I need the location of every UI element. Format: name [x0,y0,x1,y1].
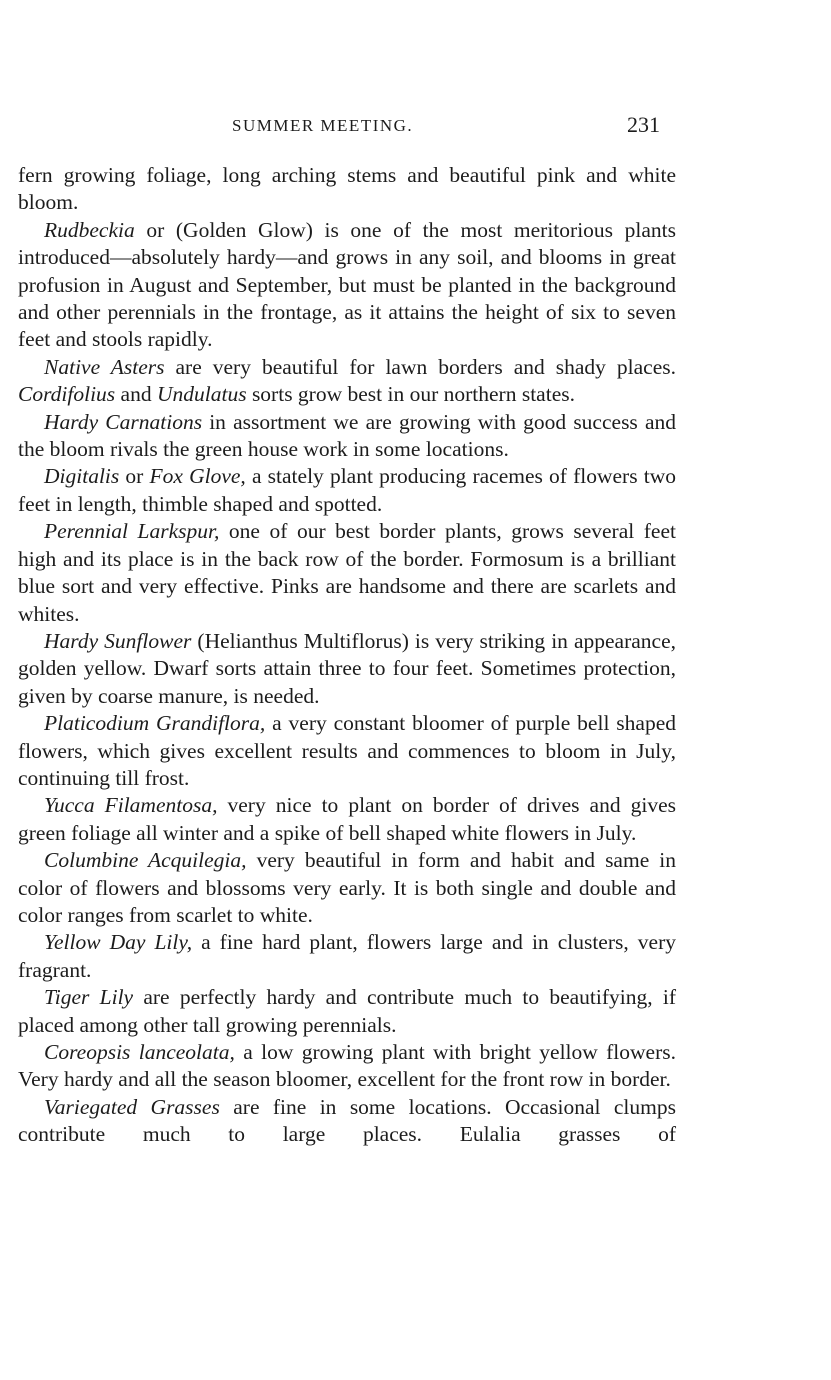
paragraph-yucca [18,792,676,847]
paragraph-text: are fine in some locations. Occasional clumps contribute much to large places. Eulalia grasses of [18,1094,676,1147]
paragraph-text: or [119,464,150,489]
paragraph-text: fern growing foliage, long arching stems and beautiful pink and white bloom. [18,163,676,215]
paragraph-perennial-larkspur [18,518,676,628]
paragraph-yellow-day-lily [18,929,676,984]
page-number: 231 [627,112,660,137]
paragraph-text: a stately plant producing racemes of flowers two feet in length, thimble shaped and spotted. [18,464,676,516]
plant-name: Native Asters [44,354,165,379]
plant-variety-name: Undulatus [156,382,247,407]
paragraph-text: and [115,382,157,407]
paragraph-hardy-carnations [18,409,676,464]
paragraph-text: one of our best border plants, grows several feet high and its place is in the back row of the border. Formosum is a brilliant blue sort and very effective. Pinks are handsome and there are scarlets and whites. [18,519,676,626]
paragraph-variegated-grasses [18,1094,676,1149]
paragraph-hardy-sunflower [18,628,676,710]
paragraph-text: a low growing plant with bright yellow flowers. Very hardy and all the season bloomer, excellent for the front row in border. [18,1040,676,1092]
plant-name: Platicodium Grandiflora, [44,711,266,736]
running-title: SUMMER MEETING. [232,116,414,135]
paragraph-text: or (Golden Glow) is one of the most meritorious plants introduced—absolutely hardy—and grows in any soil, and blooms in great profusion in August and September, but must be planted in the background and other perennials in the frontage, as it attains the height of six to seven feet and stools rapidly. [18,217,676,352]
paragraph-digitalis [18,463,676,518]
plant-name: Rudbeckia [44,217,135,242]
paragraph-text: are very beautiful for lawn borders and shady places. [164,354,677,379]
paragraph-text: sorts grow best in our northern states. [246,382,575,407]
plant-name: Yellow Day Lily, [44,930,193,955]
paragraph-columbine [18,847,676,929]
plant-name: Hardy Carnations [44,409,203,434]
paragraph-text: a fine hard plant, flowers large and in clusters, very fragrant. [18,930,676,982]
paragraph-text: very nice to plant on border of drives and gives green foliage all winter and a spike of bell shaped white flowers in July. [18,793,676,845]
paragraph-coreopsis [18,1039,676,1094]
paragraph-platicodium [18,710,676,792]
paragraph-native-asters [18,354,676,409]
plant-alt-name: Fox Glove, [149,464,246,489]
plant-name: Tiger Lily [44,985,134,1010]
paragraph-text: a very constant bloomer of purple bell shaped flowers, which gives excellent results and commences to bloom in July, continuing till frost. [18,711,676,790]
plant-name: Columbine Acquilegia, [44,848,247,873]
plant-name: Variegated Grasses [44,1094,220,1119]
paragraph-text: are perfectly hardy and contribute much to beautifying, if placed among other tall growing perennials. [18,985,676,1037]
plant-name: Digitalis [44,464,120,489]
plant-name: Coreopsis lanceolata, [44,1040,235,1064]
paragraph-text: very beautiful in form and habit and same in color of flowers and blossoms very early. It is both single and double and color ranges from scarlet to white. [18,848,677,927]
plant-name: Yucca Filamentosa, [44,793,218,818]
paragraph-tiger-lily [18,984,676,1039]
paragraph-text: in assortment we are growing with good success and the bloom rivals the green house work in some locations. [18,409,676,462]
plant-name: Perennial Larkspur, [44,519,220,544]
running-head [18,112,676,142]
paragraph-rudbeckia [18,217,676,354]
plant-variety-name: Cordifolius [18,382,116,407]
body-text [18,162,676,1149]
paragraph-continuation [18,162,676,217]
plant-name: Hardy Sunflower [44,628,192,653]
paragraph-text: (Helianthus Multiflorus) is very striking in appearance, golden yellow. Dwarf sorts attain three to four feet. Sometimes protection, given by coarse manure, is needed. [18,628,676,708]
